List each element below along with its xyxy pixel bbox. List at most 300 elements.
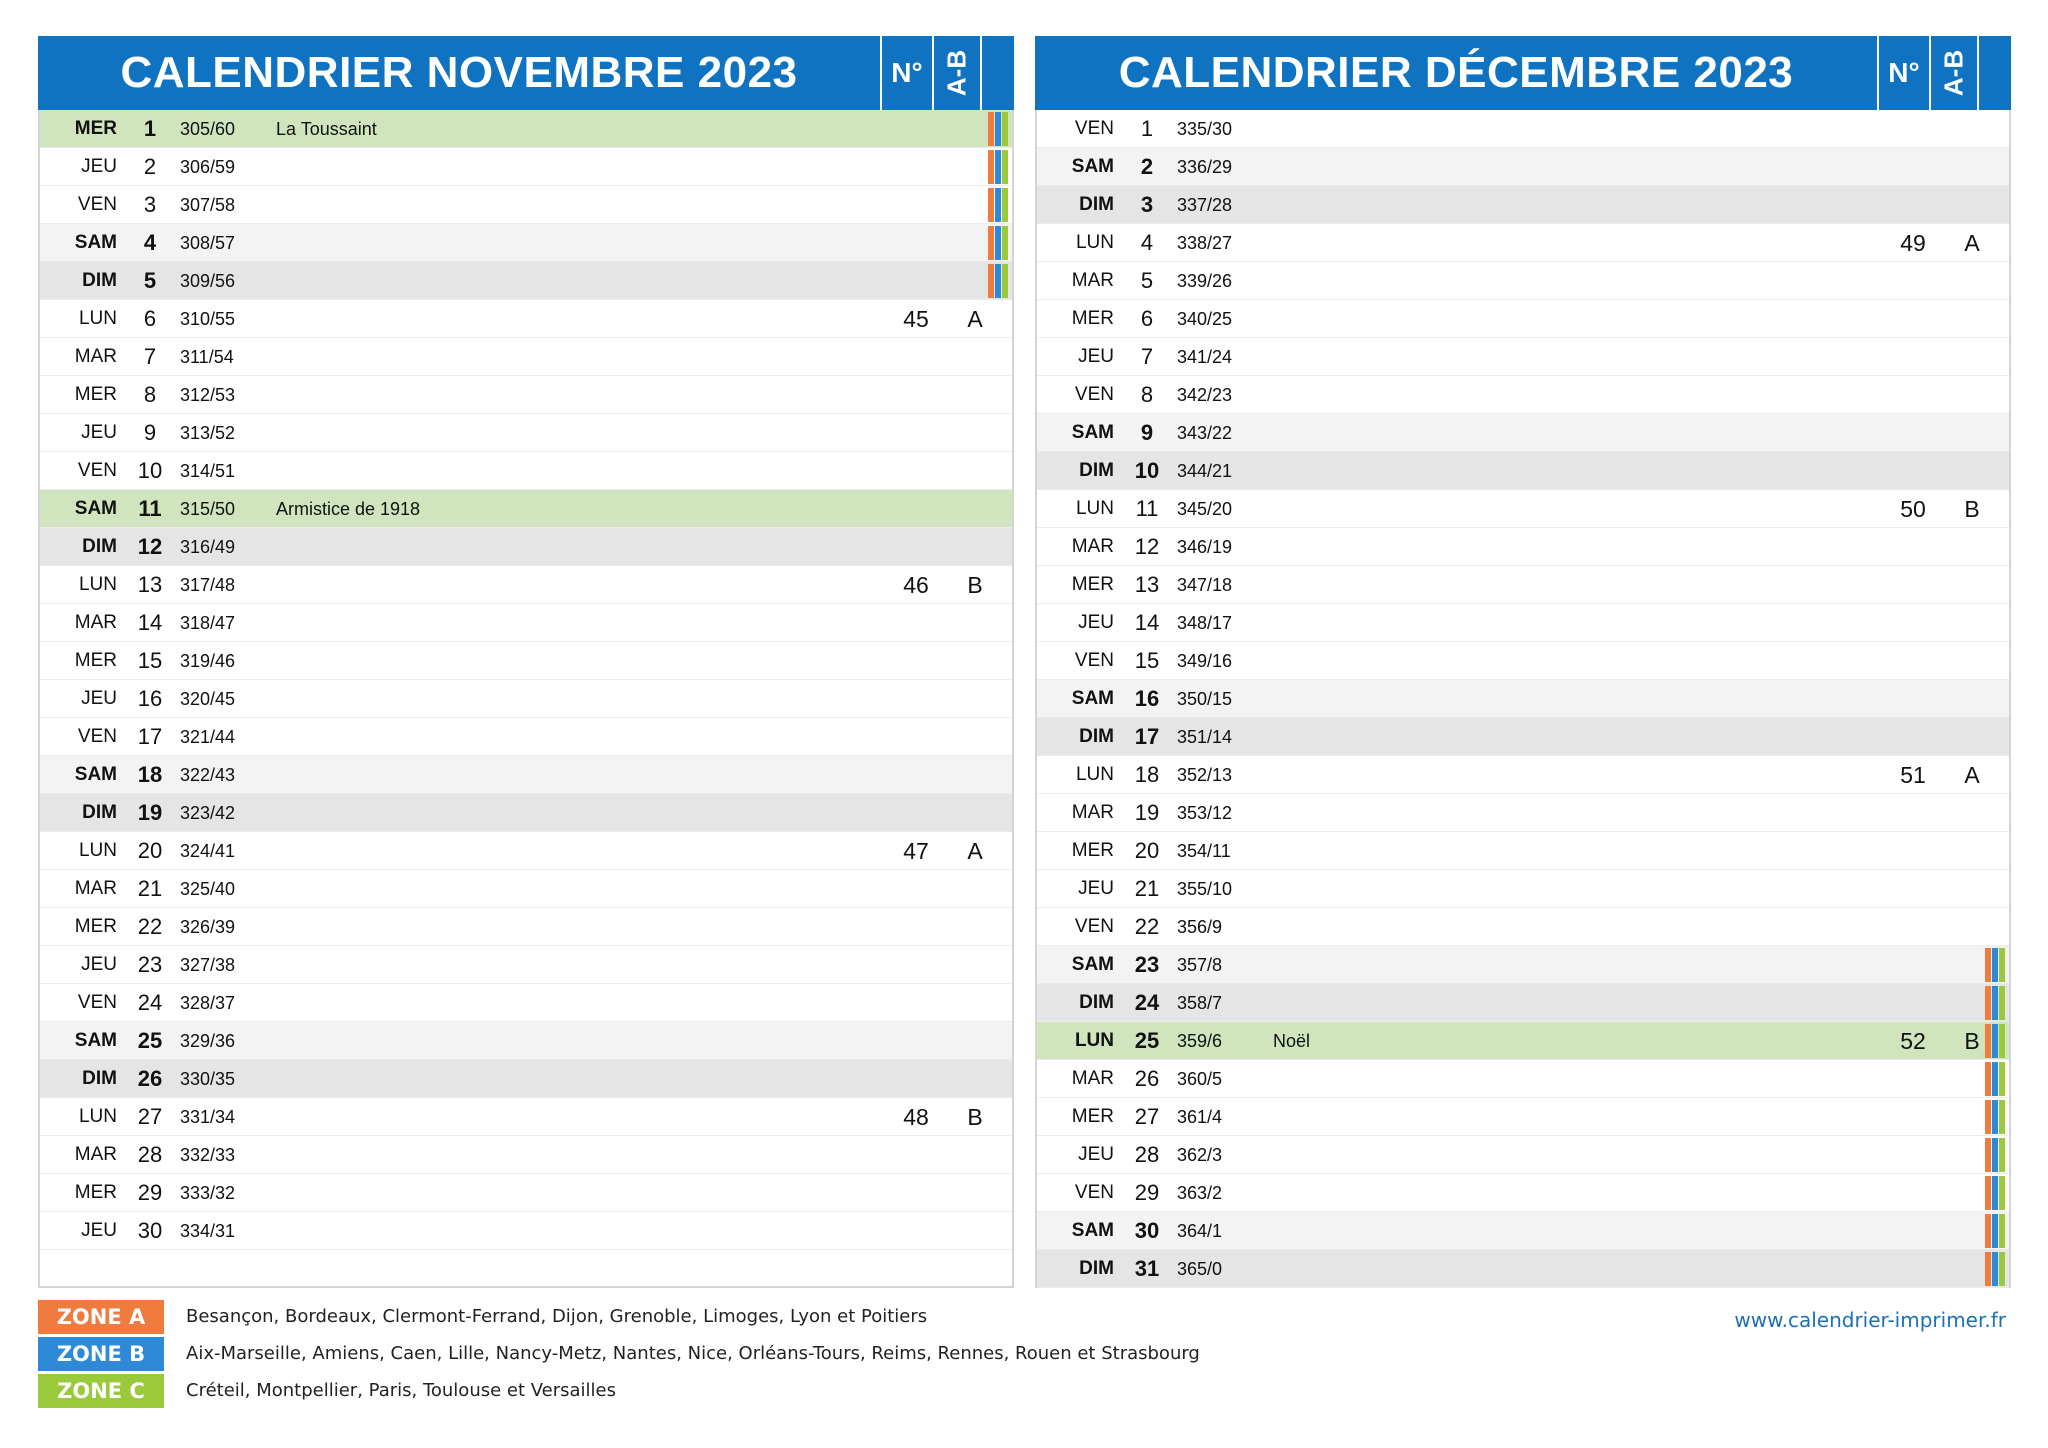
weekday-label: SAM	[1071, 422, 1114, 443]
day-row	[1037, 680, 2009, 718]
day-row	[40, 224, 1012, 262]
week-number	[1882, 1174, 1944, 1212]
weekday-label: MAR	[1071, 802, 1114, 823]
zone-b-bar	[1992, 986, 1998, 1020]
day-of-year: 348/17	[1177, 613, 1233, 633]
week-number	[1882, 414, 1944, 452]
day-number: 3	[143, 192, 157, 217]
day-number: 25	[1134, 1028, 1160, 1053]
zone-c-bar	[1002, 188, 1008, 222]
weekday-label: SAM	[1071, 688, 1114, 709]
day-number: 17	[1134, 724, 1160, 749]
zone-b-bar	[995, 264, 1001, 298]
zone-b-bar	[1992, 1024, 1998, 1058]
week-number	[885, 262, 947, 300]
zone-a-bar	[1985, 986, 1991, 1020]
week-ab	[1949, 110, 1995, 148]
day-row	[1037, 832, 2009, 870]
holiday-name: Armistice de 1918	[276, 499, 421, 519]
zone-b-bar	[1992, 1214, 1998, 1248]
day-row	[40, 262, 1012, 300]
day-number: 27	[137, 1104, 163, 1129]
week-ab	[1949, 604, 1995, 642]
week-number	[1882, 452, 1944, 490]
zone-c-bar	[1999, 986, 2005, 1020]
week-number	[1882, 946, 1944, 984]
weekday-label: MAR	[74, 1144, 117, 1165]
zone-c-bar	[1999, 1214, 2005, 1248]
day-of-year: 365/0	[1177, 1259, 1223, 1279]
week-number	[885, 528, 947, 566]
week-number	[885, 414, 947, 452]
week-number	[885, 870, 947, 908]
day-number: 21	[137, 876, 163, 901]
week-ab: B	[967, 572, 983, 598]
zone-c-bar	[1002, 150, 1008, 184]
weekday-label: DIM	[1079, 992, 1114, 1013]
weekday-label: MAR	[1071, 536, 1114, 557]
day-of-year: 312/53	[180, 385, 236, 405]
zone-a-bar	[1985, 1214, 1991, 1248]
week-ab	[1949, 376, 1995, 414]
zone-a-bar	[988, 264, 994, 298]
week-number: 45	[903, 306, 929, 332]
day-of-year: 336/29	[1177, 157, 1233, 177]
week-ab	[952, 376, 998, 414]
day-row	[40, 376, 1012, 414]
day-number: 5	[1140, 268, 1154, 293]
day-row	[40, 870, 1012, 908]
day-number: 11	[1135, 496, 1159, 521]
week-number	[1882, 870, 1944, 908]
day-number: 30	[1134, 1218, 1160, 1243]
week-ab: A	[967, 306, 983, 332]
week-ab	[952, 1022, 998, 1060]
day-row	[1037, 1250, 2009, 1288]
week-ab	[952, 680, 998, 718]
week-ab	[1949, 566, 1995, 604]
day-rows	[1037, 110, 2009, 1288]
day-of-year: 328/37	[180, 993, 236, 1013]
weekday-label: JEU	[81, 1220, 117, 1241]
week-number: 49	[1900, 230, 1926, 256]
day-number: 4	[1140, 230, 1154, 255]
week-number	[1882, 110, 1944, 148]
day-number: 13	[137, 572, 163, 597]
weekday-label: VEN	[77, 992, 117, 1013]
day-number: 22	[1134, 914, 1160, 939]
day-number: 1	[143, 116, 157, 141]
week-ab	[952, 908, 998, 946]
weekday-label: MER	[1071, 308, 1114, 329]
weekday-label: VEN	[77, 726, 117, 747]
weekday-label: LUN	[1074, 1030, 1114, 1051]
weekday-label: MER	[74, 384, 117, 405]
week-ab	[952, 452, 998, 490]
day-of-year: 320/45	[180, 689, 236, 709]
weekday-label: JEU	[81, 422, 117, 443]
week-number	[1882, 262, 1944, 300]
zone-c-bar	[1999, 1024, 2005, 1058]
day-of-year: 310/55	[180, 309, 236, 329]
zone-a-bar	[988, 112, 994, 146]
day-of-year: 311/54	[180, 347, 234, 367]
day-of-year: 323/42	[180, 803, 236, 823]
day-number: 28	[137, 1142, 163, 1167]
day-row	[40, 414, 1012, 452]
day-of-year: 357/8	[1177, 955, 1223, 975]
weekday-label: JEU	[1078, 878, 1114, 899]
weekday-label: JEU	[81, 688, 117, 709]
week-ab	[952, 984, 998, 1022]
zone-a-bar	[988, 188, 994, 222]
week-ab-header: A-B	[1938, 49, 1969, 97]
weekday-label: MER	[74, 118, 117, 139]
day-of-year: 318/47	[180, 613, 236, 633]
day-of-year: 315/50	[180, 499, 236, 519]
calendar-december	[1035, 36, 2011, 1288]
week-number	[1882, 1212, 1944, 1250]
day-of-year: 306/59	[180, 157, 236, 177]
day-row	[1037, 110, 2009, 148]
day-number: 6	[1140, 306, 1154, 331]
weekday-label: LUN	[1075, 232, 1114, 253]
zone-b-bar	[995, 226, 1001, 260]
day-row	[1037, 490, 2009, 528]
zone-a-bar	[1985, 1176, 1991, 1210]
calendar-title: CALENDRIER NOVEMBRE 2023	[120, 48, 798, 97]
week-number	[885, 1174, 947, 1212]
day-of-year: 307/58	[180, 195, 236, 215]
zone-b-bar	[1992, 1100, 1998, 1134]
week-number	[885, 946, 947, 984]
weekday-label: JEU	[81, 954, 117, 975]
week-number	[1882, 338, 1944, 376]
day-of-year: 363/2	[1177, 1183, 1223, 1203]
calendar-title: CALENDRIER DÉCEMBRE 2023	[1118, 48, 1794, 97]
header-separator	[980, 36, 982, 110]
day-row	[40, 984, 1012, 1022]
day-row	[40, 1098, 1012, 1136]
week-ab	[1949, 680, 1995, 718]
day-row	[1037, 1136, 2009, 1174]
week-number	[1882, 984, 1944, 1022]
day-of-year: 319/46	[180, 651, 236, 671]
weekday-label: MAR	[74, 878, 117, 899]
week-number	[1882, 528, 1944, 566]
weekday-label: DIM	[1079, 194, 1114, 215]
weekday-label: VEN	[77, 194, 117, 215]
day-number: 26	[137, 1066, 163, 1091]
weekday-label: VEN	[1074, 650, 1114, 671]
day-number: 3	[1140, 192, 1154, 217]
day-of-year: 313/52	[180, 423, 236, 443]
day-number: 2	[143, 154, 157, 179]
day-row	[1037, 604, 2009, 642]
zone-c-bar	[1999, 1062, 2005, 1096]
week-ab	[1949, 452, 1995, 490]
day-of-year: 351/14	[1177, 727, 1233, 747]
day-row	[1037, 566, 2009, 604]
day-row	[1037, 148, 2009, 186]
day-of-year: 353/12	[1177, 803, 1233, 823]
day-number: 10	[137, 458, 163, 483]
day-of-year: 334/31	[180, 1221, 236, 1241]
day-of-year: 333/32	[180, 1183, 236, 1203]
day-number: 6	[143, 306, 157, 331]
calendar-november	[38, 36, 1014, 1288]
week-number: 46	[903, 572, 929, 598]
day-of-year: 356/9	[1177, 917, 1223, 937]
day-of-year: 354/11	[1177, 841, 1231, 861]
zone-a-badge: ZONE A	[38, 1300, 164, 1334]
day-number: 15	[1134, 648, 1160, 673]
day-row	[1037, 1212, 2009, 1250]
week-number	[885, 794, 947, 832]
day-number: 15	[137, 648, 163, 673]
week-number	[1882, 186, 1944, 224]
week-number	[885, 1136, 947, 1174]
day-row	[40, 718, 1012, 756]
zone-a-bar	[1985, 1100, 1991, 1134]
zone-c-bar	[1002, 226, 1008, 260]
calendar-header	[38, 36, 1014, 110]
zone-c-bar	[1999, 948, 2005, 982]
week-ab	[952, 642, 998, 680]
day-of-year: 314/51	[180, 461, 236, 481]
week-number	[1882, 908, 1944, 946]
week-ab	[1949, 148, 1995, 186]
weekday-label: VEN	[1074, 1182, 1114, 1203]
day-of-year: 346/19	[1177, 537, 1233, 557]
day-number: 8	[1140, 382, 1154, 407]
day-number: 29	[137, 1180, 163, 1205]
weekday-label: DIM	[82, 1068, 117, 1089]
website-link[interactable]: www.calendrier-imprimer.fr	[1734, 1308, 2006, 1332]
calendar-header	[1035, 36, 2011, 110]
day-number: 20	[137, 838, 163, 863]
weekday-label: LUN	[78, 840, 117, 861]
zone-b-cities: Aix-Marseille, Amiens, Caen, Lille, Nancy-Metz, Nantes, Nice, Orléans-Tours, Reims, Rennes, Rouen et Strasbourg	[186, 1343, 1200, 1364]
day-row	[40, 832, 1012, 870]
zone-b-bar	[1992, 948, 1998, 982]
zone-a-bar	[988, 226, 994, 260]
zone-b-bar	[995, 188, 1001, 222]
day-row	[1037, 414, 2009, 452]
holiday-name: Noël	[1273, 1031, 1311, 1051]
week-number	[1882, 680, 1944, 718]
weekday-label: SAM	[1071, 156, 1114, 177]
day-number: 9	[143, 420, 157, 445]
week-ab	[1949, 794, 1995, 832]
day-row	[1037, 984, 2009, 1022]
week-ab	[1949, 186, 1995, 224]
week-ab	[952, 528, 998, 566]
week-number	[885, 1022, 947, 1060]
day-number: 2	[1140, 154, 1154, 179]
day-row	[1037, 224, 2009, 262]
day-number: 30	[137, 1218, 163, 1243]
day-of-year: 309/56	[180, 271, 236, 291]
day-of-year: 322/43	[180, 765, 236, 785]
week-ab	[1949, 718, 1995, 756]
week-number: 50	[1900, 496, 1926, 522]
zone-a-cities: Besançon, Bordeaux, Clermont-Ferrand, Dijon, Grenoble, Limoges, Lyon et Poitiers	[186, 1306, 928, 1327]
week-number	[885, 642, 947, 680]
day-of-year: 359/6	[1177, 1031, 1223, 1051]
weekday-label: SAM	[74, 1030, 117, 1051]
day-row	[1037, 262, 2009, 300]
day-number: 14	[137, 610, 163, 635]
day-of-year: 329/36	[180, 1031, 236, 1051]
weekday-label: LUN	[78, 1106, 117, 1127]
week-number	[1882, 1060, 1944, 1098]
day-row	[1037, 338, 2009, 376]
zone-c-bar	[1999, 1252, 2005, 1286]
weekday-label: JEU	[1078, 346, 1114, 367]
day-number: 11	[138, 496, 162, 521]
weekday-label: JEU	[81, 156, 117, 177]
day-of-year: 326/39	[180, 917, 236, 937]
week-ab: A	[1964, 230, 1980, 256]
weekday-label: MER	[1071, 840, 1114, 861]
day-row	[40, 794, 1012, 832]
week-number	[1882, 832, 1944, 870]
day-number: 16	[1134, 686, 1160, 711]
day-row	[40, 1212, 1012, 1250]
week-number	[1882, 566, 1944, 604]
weekday-label: DIM	[1079, 1258, 1114, 1279]
day-number: 27	[1134, 1104, 1160, 1129]
weekday-label: MAR	[74, 346, 117, 367]
day-of-year: 340/25	[1177, 309, 1233, 329]
day-number: 21	[1134, 876, 1160, 901]
zone-b-bar	[1992, 1062, 1998, 1096]
day-number: 8	[143, 382, 157, 407]
zone-b-bar	[1992, 1138, 1998, 1172]
week-number	[1882, 300, 1944, 338]
week-number	[885, 1212, 947, 1250]
zone-c-badge: ZONE C	[38, 1374, 164, 1408]
zone-b-bar	[1992, 1252, 1998, 1286]
weekday-label: MER	[74, 916, 117, 937]
week-number: 52	[1900, 1028, 1926, 1054]
weekday-label: DIM	[1079, 726, 1114, 747]
day-number: 31	[1134, 1256, 1160, 1281]
day-number: 18	[1134, 762, 1160, 787]
zone-c-bar	[1999, 1100, 2005, 1134]
day-of-year: 344/21	[1177, 461, 1233, 481]
week-ab	[952, 794, 998, 832]
weekday-label: SAM	[1071, 1220, 1114, 1241]
weekday-label: LUN	[78, 574, 117, 595]
week-number	[1882, 642, 1944, 680]
day-number: 18	[137, 762, 163, 787]
weekday-label: MER	[1071, 574, 1114, 595]
day-number: 23	[137, 952, 163, 977]
day-of-year: 349/16	[1177, 651, 1233, 671]
weekday-label: DIM	[1079, 460, 1114, 481]
zone-b-bar	[1992, 1176, 1998, 1210]
weekday-label: LUN	[1075, 498, 1114, 519]
zone-a-bar	[1985, 948, 1991, 982]
day-row	[1037, 908, 2009, 946]
week-ab	[1949, 832, 1995, 870]
zone-a-bar	[1985, 1024, 1991, 1058]
week-number	[885, 756, 947, 794]
day-number: 28	[1134, 1142, 1160, 1167]
zone-c-bar	[1999, 1176, 2005, 1210]
day-of-year: 325/40	[180, 879, 236, 899]
day-row	[40, 756, 1012, 794]
day-number: 20	[1134, 838, 1160, 863]
day-number: 23	[1134, 952, 1160, 977]
weekday-label: VEN	[1074, 384, 1114, 405]
zone-b-badge: ZONE B	[38, 1337, 164, 1371]
day-row	[40, 566, 1012, 604]
week-ab	[952, 338, 998, 376]
day-number: 12	[137, 534, 163, 559]
day-row	[40, 110, 1012, 148]
day-row	[1037, 1174, 2009, 1212]
holiday-name: La Toussaint	[276, 119, 377, 139]
day-of-year: 327/38	[180, 955, 236, 975]
week-number	[885, 718, 947, 756]
week-ab	[1949, 908, 1995, 946]
day-number: 22	[137, 914, 163, 939]
day-row	[1037, 642, 2009, 680]
day-row	[40, 1022, 1012, 1060]
day-of-year: 355/10	[1177, 879, 1233, 899]
day-row	[1037, 946, 2009, 984]
day-of-year: 321/44	[180, 727, 236, 747]
day-row	[1037, 794, 2009, 832]
day-row	[1037, 870, 2009, 908]
day-number: 17	[137, 724, 163, 749]
weekday-label: MER	[74, 1182, 117, 1203]
week-ab: B	[1964, 1028, 1980, 1054]
day-number: 7	[1140, 344, 1154, 369]
day-row	[40, 946, 1012, 984]
weekday-label: MAR	[74, 612, 117, 633]
week-ab	[952, 490, 998, 528]
zone-c-cities: Créteil, Montpellier, Paris, Toulouse et Versailles	[186, 1380, 617, 1401]
weekday-label: SAM	[74, 232, 117, 253]
day-row	[40, 338, 1012, 376]
zone-c-bar	[1999, 1138, 2005, 1172]
week-number	[885, 908, 947, 946]
week-number	[885, 984, 947, 1022]
week-ab	[1949, 414, 1995, 452]
week-number	[885, 148, 947, 186]
day-row	[40, 908, 1012, 946]
weekday-label: SAM	[74, 498, 117, 519]
header-separator	[1977, 36, 1979, 110]
week-number	[885, 110, 947, 148]
week-ab: A	[967, 838, 983, 864]
day-row	[1037, 1060, 2009, 1098]
week-number	[1882, 794, 1944, 832]
day-of-year: 332/33	[180, 1145, 236, 1165]
day-row	[40, 528, 1012, 566]
week-number	[885, 1060, 947, 1098]
weekday-label: DIM	[82, 536, 117, 557]
day-number: 7	[143, 344, 157, 369]
day-number: 9	[1140, 420, 1154, 445]
week-number: 51	[1900, 762, 1926, 788]
day-number: 16	[137, 686, 163, 711]
week-ab: B	[1964, 496, 1980, 522]
